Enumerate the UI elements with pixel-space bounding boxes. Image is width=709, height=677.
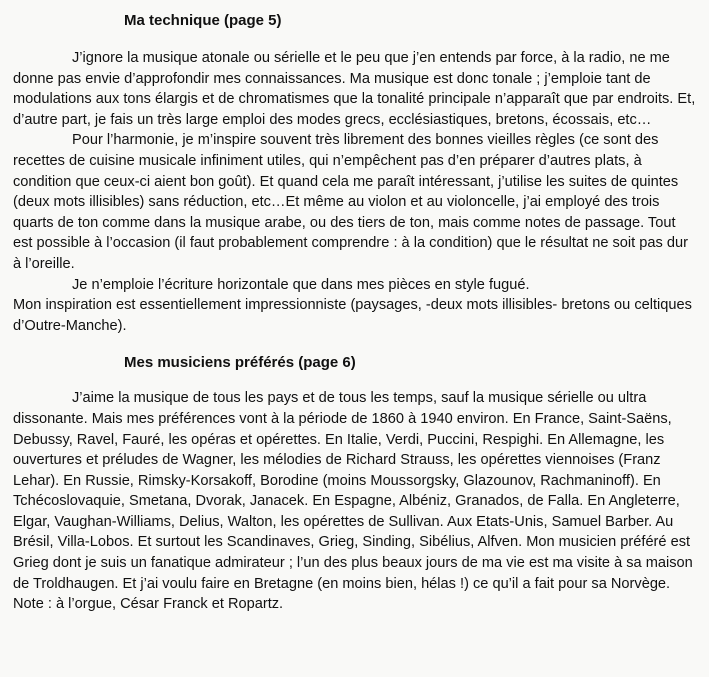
paragraph-organ-note: Note : à l’orgue, César Franck et Ropartz.	[13, 596, 284, 613]
paragraph-atonal: J’ignore la musique atonale ou sérielle et le peu que j’en entends par force, à la radio, ne me donne pas envie d’approfondir mes connaissances. Ma musique est donc tonale ; j’emploie tant de modulations aux tons élargis et de chromatismes que la tonalité principale n’apparaît que par endroits. Et, d’autre part, je fais un très large emploi des modes grecs, ecclésiastiques, bretons, écossais, etc…	[13, 50, 696, 128]
paragraph-inspiration: Mon inspiration est essentiellement impressionniste (paysages, -deux mots illisibles- bretons ou celtiques d’Outre-Manche).	[13, 297, 692, 334]
paragraph-favorite-musicians: J’aime la musique de tous les pays et de tous les temps, sauf la musique sérielle ou ultra dissonante. Mais mes préférences vont à la période de 1860 à 1940 environ. En France, Saint-Saëns, Debussy, Ravel, Fauré, les opéras et opérettes. En Italie, Verdi, Puccini, Respighi. En Allemagne, les ouvertures et préludes de Wagner, les mélodies de Richard Strauss, les opérettes viennoises (Franz Lehar). En Russie, Rimsky-Korsakoff, Borodine (moins Moussorgsky, Glazounov, Rachmaninoff). En Tchécoslovaquie, Smetana, Dvorak, Janacek. En Espagne, Albéniz, Granados, de Falla. En Angleterre, Elgar, Vaughan-Williams, Delius, Walton, les opérettes de Sullivan. Aux Etats-Unis, Samuel Barber. Au Brésil, Villa-Lobos. Et surtout les Scandinaves, Grieg, Sinding, Sibélius, Alfven. Mon musicien préféré est Grieg dont je suis un fanatique admirateur ; l’un des plus beaux jours de ma vie est ma visite à sa maison de Troldhaugen. Et j’ai voulu faire en Bretagne (en moins bien, hélas !) ce qu’il a fait pour sa Norvège.	[13, 390, 693, 592]
paragraph-horizontal-writing: Je n’emploie l’écriture horizontale que dans mes pièces en style fugué.	[72, 276, 530, 293]
paragraph-harmony: Pour l’harmonie, je m’inspire souvent très librement des bonnes vieilles règles (ce sont des recettes de cuisine musicale infiniment utiles, qui n’empêchent pas d’en préparer d’autres plats, à condition que ceux-ci aient bon goût). Et quand cela me paraît intéressant, j’utilise les suites de quintes (deux mots illisibles) sans réduction, etc…Et même au violon et au violoncelle, j’ai employé des trois quarts de ton comme dans la musique arabe, ou des tiers de ton, mais comme notes de passage. Tout est possible à l’occasion (il faut probablement comprendre : à la condition) que le résultat ne soit pas dur à l’oreille.	[13, 132, 688, 272]
section-heading-favorite-musicians: Mes musiciens préférés (page 6)	[124, 354, 356, 372]
section-heading-technique: Ma technique (page 5)	[124, 12, 282, 29]
